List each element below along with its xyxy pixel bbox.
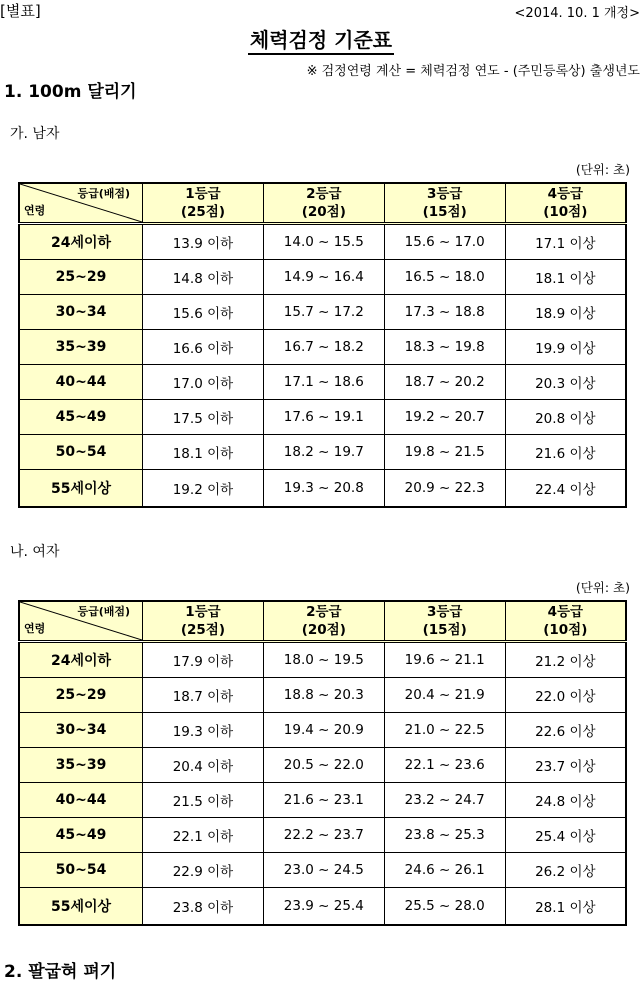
- record-cell-grade-3: 23.8 ~ 25.3: [384, 818, 505, 853]
- age-group-cell: 25~29: [19, 260, 143, 295]
- age-group-cell: 45~49: [19, 818, 143, 853]
- record-cell-grade-1: 19.2 이하: [143, 470, 264, 508]
- record-cell-grade-3: 21.0 ~ 22.5: [384, 713, 505, 748]
- table-header-row: [19, 601, 626, 642]
- record-cell-grade-3: 23.2 ~ 24.7: [384, 783, 505, 818]
- record-cell-grade-1: 17.5 이하: [143, 400, 264, 435]
- revision-note: <2014. 10. 1 개정>: [514, 6, 640, 21]
- page-title: [0, 24, 642, 53]
- record-cell-grade-4: 21.2 이상: [505, 642, 626, 678]
- table-row: [19, 783, 626, 818]
- age-group-cell: 24세이하: [19, 224, 143, 260]
- record-cell-grade-3: 15.6 ~ 17.0: [384, 224, 505, 260]
- record-cell-grade-4: 18.9 이상: [505, 295, 626, 330]
- header-corner-cell: [19, 601, 143, 642]
- record-cell-grade-2: 22.2 ~ 23.7: [263, 818, 384, 853]
- age-group-cell: 35~39: [19, 330, 143, 365]
- table-row: [19, 853, 626, 888]
- age-group-cell: 25~29: [19, 678, 143, 713]
- grade-points: (10점): [543, 204, 588, 220]
- record-cell-grade-1: 21.5 이하: [143, 783, 264, 818]
- record-cell-grade-2: 17.6 ~ 19.1: [263, 400, 384, 435]
- record-cell-grade-1: 22.1 이하: [143, 818, 264, 853]
- record-cell-grade-4: 22.6 이상: [505, 713, 626, 748]
- record-cell-grade-1: 13.9 이하: [143, 224, 264, 260]
- header-corner-cell: [19, 183, 143, 224]
- record-cell-grade-1: 18.7 이하: [143, 678, 264, 713]
- table-row: [19, 642, 626, 678]
- subsection-men: 가. 남자: [10, 126, 60, 142]
- record-cell-grade-4: 17.1 이상: [505, 224, 626, 260]
- record-cell-grade-2: 18.2 ~ 19.7: [263, 435, 384, 470]
- age-calculation-note: ※ 검정연령 계산 = 체력검정 연도 - (주민등록상) 출생년도: [306, 64, 640, 79]
- grade-header-2: [263, 601, 384, 642]
- record-cell-grade-4: 28.1 이상: [505, 888, 626, 926]
- grade-header-3: [384, 183, 505, 224]
- table-row: [19, 400, 626, 435]
- age-group-cell: 50~54: [19, 435, 143, 470]
- age-group-cell: 35~39: [19, 748, 143, 783]
- page-title-text: 체력검정 기준표: [248, 28, 394, 55]
- record-cell-grade-2: 19.4 ~ 20.9: [263, 713, 384, 748]
- women-standards-table: [18, 600, 627, 926]
- age-group-cell: 40~44: [19, 783, 143, 818]
- grade-header-1: [143, 601, 264, 642]
- record-cell-grade-1: 17.9 이하: [143, 642, 264, 678]
- record-cell-grade-4: 19.9 이상: [505, 330, 626, 365]
- corner-age-label: 연령: [24, 204, 46, 217]
- record-cell-grade-4: 24.8 이상: [505, 783, 626, 818]
- table-row: [19, 435, 626, 470]
- grade-points: (15점): [422, 622, 467, 638]
- record-cell-grade-4: 22.0 이상: [505, 678, 626, 713]
- table-row: [19, 330, 626, 365]
- record-cell-grade-1: 22.9 이하: [143, 853, 264, 888]
- grade-header-4: [505, 183, 626, 224]
- record-cell-grade-2: 14.9 ~ 16.4: [263, 260, 384, 295]
- record-cell-grade-1: 20.4 이하: [143, 748, 264, 783]
- table-row: [19, 224, 626, 260]
- age-group-cell: 30~34: [19, 713, 143, 748]
- table-row: [19, 365, 626, 400]
- record-cell-grade-1: 16.6 이하: [143, 330, 264, 365]
- record-cell-grade-2: 19.3 ~ 20.8: [263, 470, 384, 508]
- grade-points: (10점): [543, 622, 588, 638]
- record-cell-grade-4: 20.8 이상: [505, 400, 626, 435]
- table-row: [19, 678, 626, 713]
- record-cell-grade-3: 20.4 ~ 21.9: [384, 678, 505, 713]
- table-row: [19, 888, 626, 926]
- record-cell-grade-3: 24.6 ~ 26.1: [384, 853, 505, 888]
- age-group-cell: 55세이상: [19, 888, 143, 926]
- table-row: [19, 713, 626, 748]
- grade-name: 4등급: [547, 186, 584, 202]
- corner-grade-label: 등급(배점): [77, 605, 130, 618]
- record-cell-grade-4: 20.3 이상: [505, 365, 626, 400]
- table-row: [19, 260, 626, 295]
- corner-grade-label: 등급(배점): [77, 187, 130, 200]
- grade-points: (15점): [422, 204, 467, 220]
- section-heading-pushups: 2. 팔굽혀 펴기: [4, 962, 117, 982]
- age-group-cell: 45~49: [19, 400, 143, 435]
- record-cell-grade-1: 19.3 이하: [143, 713, 264, 748]
- record-cell-grade-2: 21.6 ~ 23.1: [263, 783, 384, 818]
- document-label: [별표]: [0, 2, 41, 20]
- age-group-cell: 40~44: [19, 365, 143, 400]
- table-row: [19, 470, 626, 508]
- grade-header-1: [143, 183, 264, 224]
- record-cell-grade-4: 26.2 이상: [505, 853, 626, 888]
- grade-name: 2등급: [306, 604, 342, 620]
- record-cell-grade-2: 23.0 ~ 24.5: [263, 853, 384, 888]
- record-cell-grade-2: 16.7 ~ 18.2: [263, 330, 384, 365]
- record-cell-grade-1: 17.0 이하: [143, 365, 264, 400]
- grade-points: (20점): [301, 622, 346, 638]
- age-group-cell: 50~54: [19, 853, 143, 888]
- record-cell-grade-3: 20.9 ~ 22.3: [384, 470, 505, 508]
- grade-points: (20점): [301, 204, 346, 220]
- unit-label-women: (단위: 초): [575, 580, 630, 595]
- record-cell-grade-1: 15.6 이하: [143, 295, 264, 330]
- record-cell-grade-3: 19.8 ~ 21.5: [384, 435, 505, 470]
- grade-name: 4등급: [547, 604, 584, 620]
- record-cell-grade-1: 23.8 이하: [143, 888, 264, 926]
- table-header-row: [19, 183, 626, 224]
- record-cell-grade-3: 19.2 ~ 20.7: [384, 400, 505, 435]
- record-cell-grade-2: 17.1 ~ 18.6: [263, 365, 384, 400]
- table-row: [19, 295, 626, 330]
- table-row: [19, 818, 626, 853]
- age-group-cell: 55세이상: [19, 470, 143, 508]
- subsection-women: 나. 여자: [10, 544, 60, 560]
- record-cell-grade-1: 14.8 이하: [143, 260, 264, 295]
- record-cell-grade-3: 22.1 ~ 23.6: [384, 748, 505, 783]
- record-cell-grade-2: 14.0 ~ 15.5: [263, 224, 384, 260]
- record-cell-grade-3: 25.5 ~ 28.0: [384, 888, 505, 926]
- record-cell-grade-2: 18.8 ~ 20.3: [263, 678, 384, 713]
- grade-header-4: [505, 601, 626, 642]
- record-cell-grade-2: 18.0 ~ 19.5: [263, 642, 384, 678]
- grade-name: 3등급: [426, 186, 463, 202]
- record-cell-grade-4: 18.1 이상: [505, 260, 626, 295]
- grade-name: 3등급: [426, 604, 463, 620]
- table-row: [19, 748, 626, 783]
- grade-name: 2등급: [306, 186, 342, 202]
- grade-points: (25점): [180, 622, 226, 638]
- record-cell-grade-3: 18.3 ~ 19.8: [384, 330, 505, 365]
- record-cell-grade-2: 15.7 ~ 17.2: [263, 295, 384, 330]
- men-standards-table: [18, 182, 627, 508]
- grade-name: 1등급: [185, 186, 221, 202]
- grade-header-2: [263, 183, 384, 224]
- record-cell-grade-3: 19.6 ~ 21.1: [384, 642, 505, 678]
- record-cell-grade-3: 17.3 ~ 18.8: [384, 295, 505, 330]
- age-group-cell: 24세이하: [19, 642, 143, 678]
- unit-label-men: (단위: 초): [575, 162, 630, 177]
- record-cell-grade-1: 18.1 이하: [143, 435, 264, 470]
- grade-name: 1등급: [185, 604, 221, 620]
- corner-age-label: 연령: [24, 622, 46, 635]
- record-cell-grade-3: 18.7 ~ 20.2: [384, 365, 505, 400]
- record-cell-grade-4: 23.7 이상: [505, 748, 626, 783]
- record-cell-grade-3: 16.5 ~ 18.0: [384, 260, 505, 295]
- grade-header-3: [384, 601, 505, 642]
- section-heading-100m: 1. 100m 달리기: [4, 82, 137, 102]
- record-cell-grade-4: 25.4 이상: [505, 818, 626, 853]
- record-cell-grade-2: 20.5 ~ 22.0: [263, 748, 384, 783]
- record-cell-grade-4: 22.4 이상: [505, 470, 626, 508]
- grade-points: (25점): [180, 204, 226, 220]
- age-group-cell: 30~34: [19, 295, 143, 330]
- record-cell-grade-2: 23.9 ~ 25.4: [263, 888, 384, 926]
- record-cell-grade-4: 21.6 이상: [505, 435, 626, 470]
